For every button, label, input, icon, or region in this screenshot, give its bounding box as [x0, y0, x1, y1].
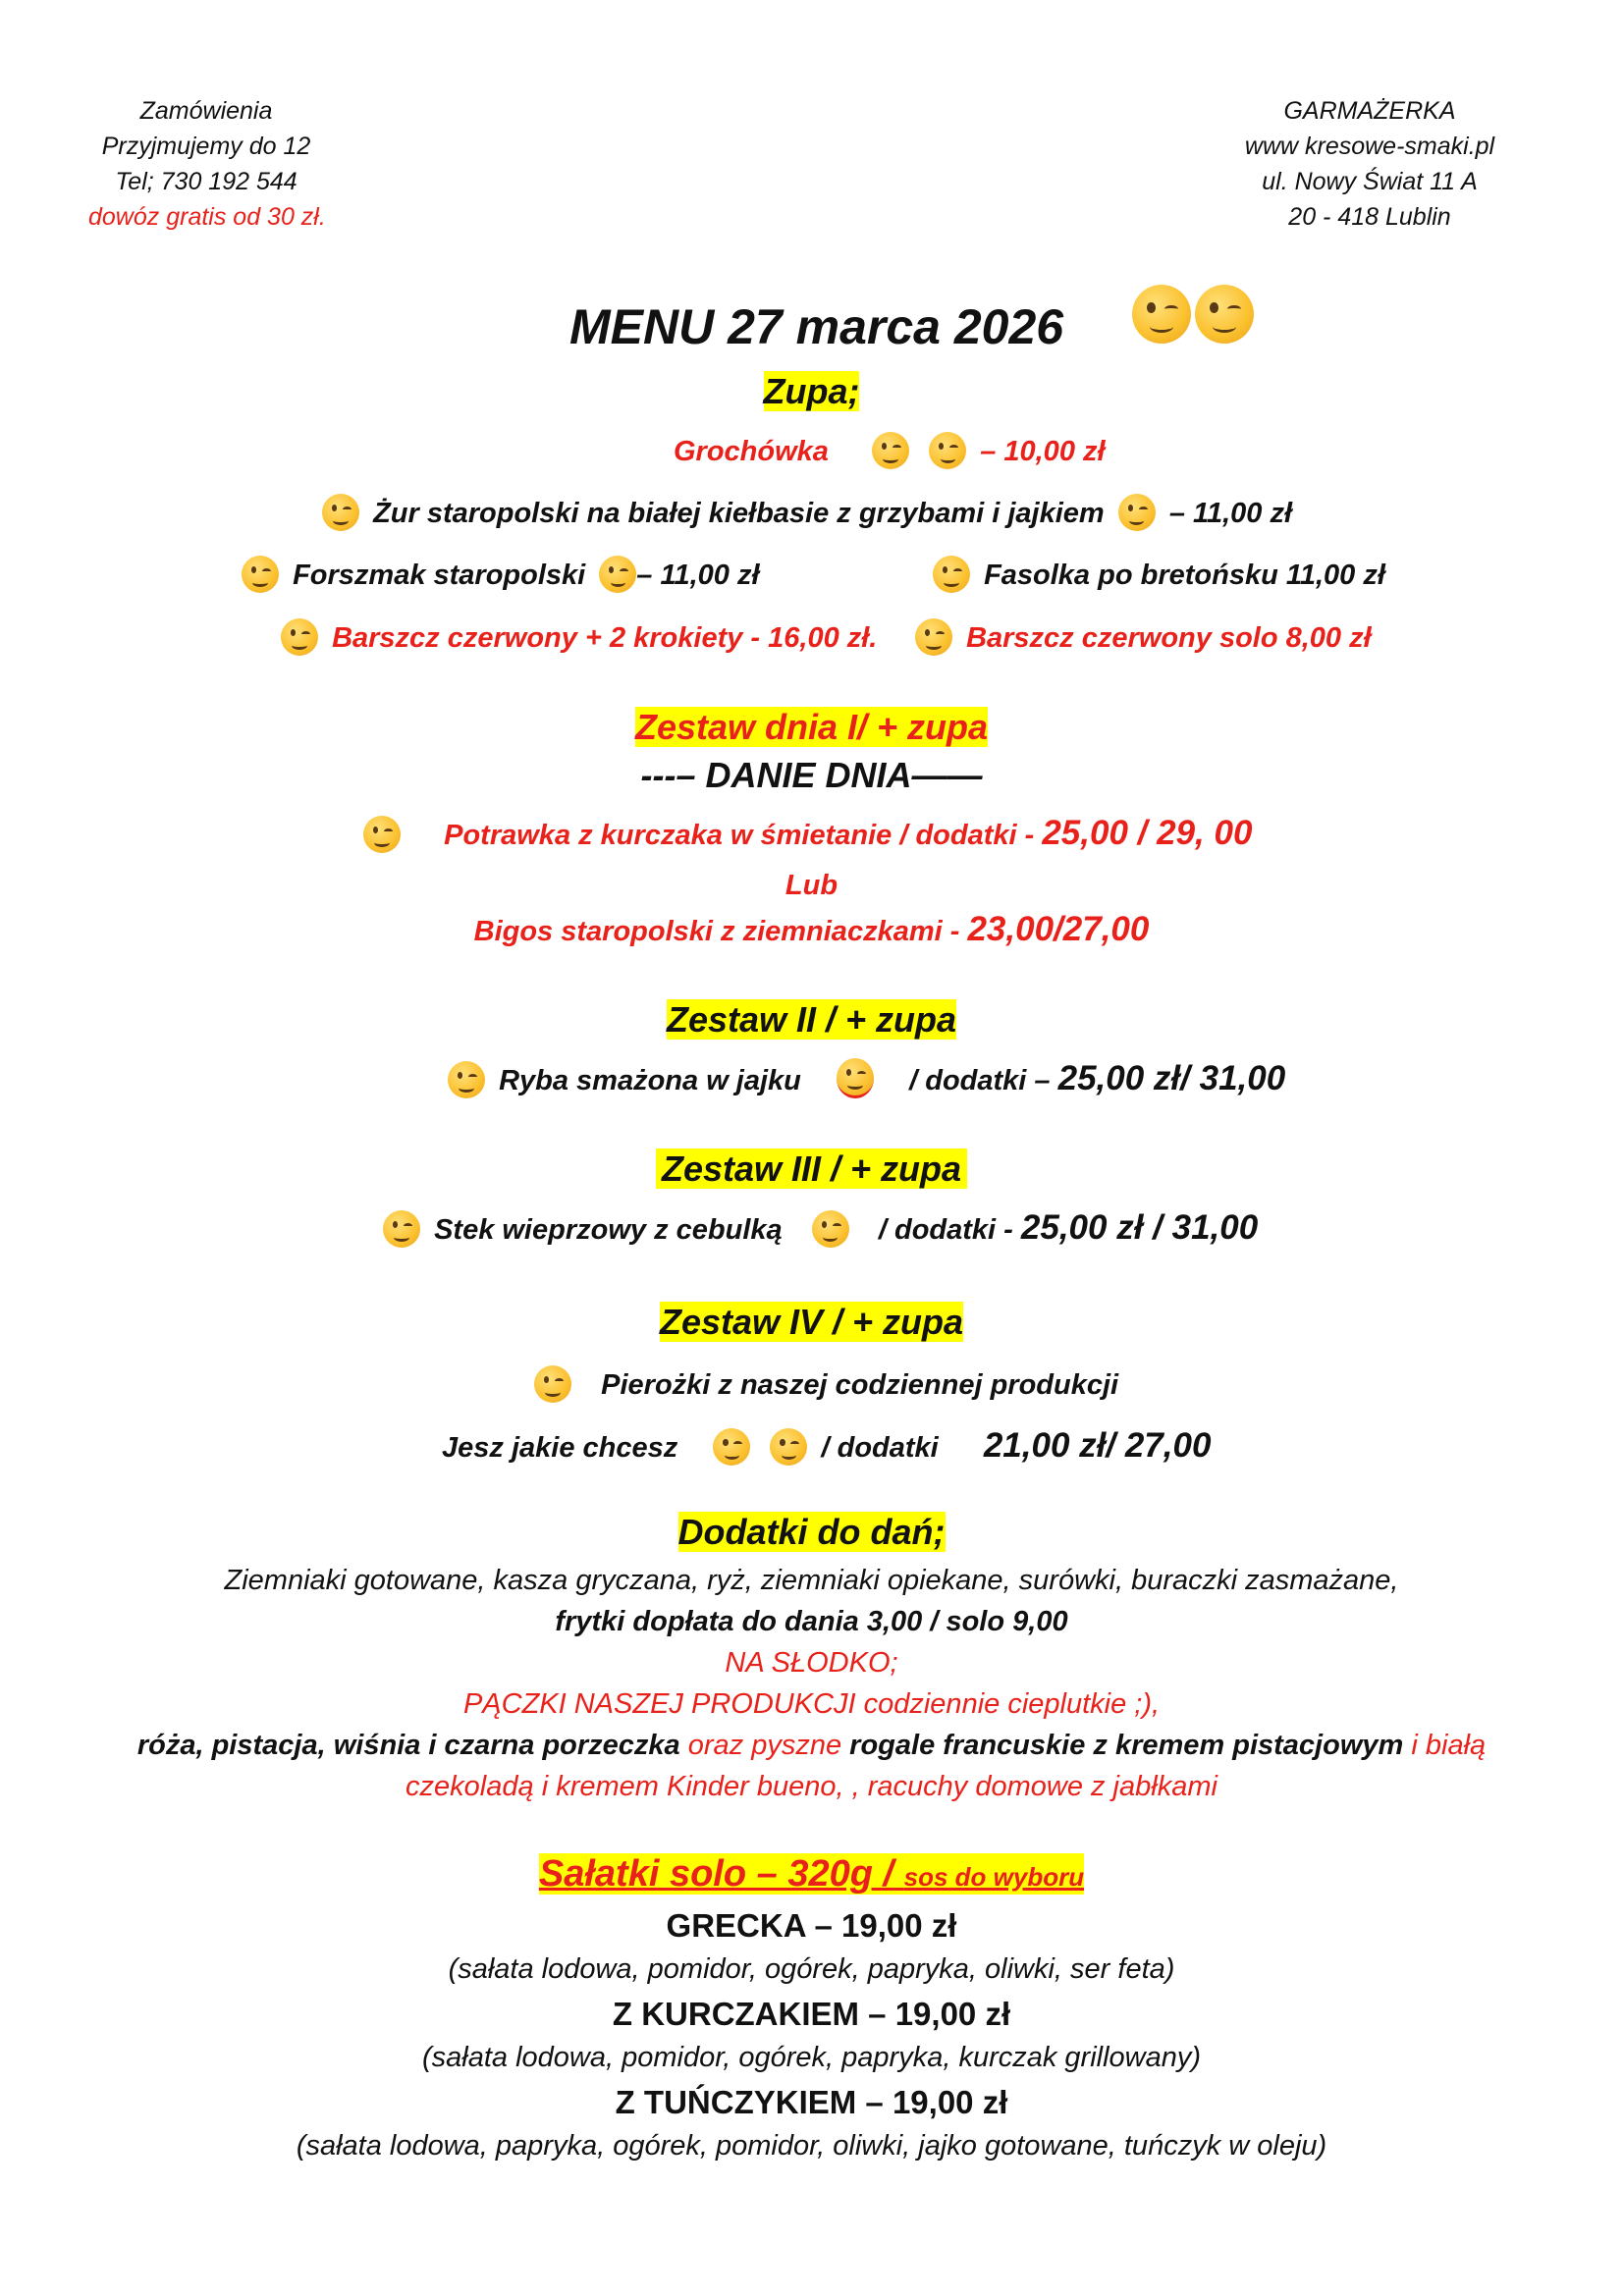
- dish-price: 23,00/27,00: [967, 910, 1150, 948]
- set1-heading: Zestaw dnia I/ + zupa: [634, 707, 989, 747]
- soup-zur: [316, 494, 1292, 533]
- dish-name: Stek wieprzowy z cebulką: [434, 1214, 783, 1246]
- set1-dish2: [0, 907, 1623, 954]
- soup-barszcz-solo: [909, 618, 1372, 658]
- soup-barszcz-krokiety: [275, 618, 877, 658]
- order-deadline: Przyjmujemy do 12: [101, 133, 311, 160]
- winking-face-icon: [929, 432, 966, 469]
- set1-dish1: [357, 811, 1252, 858]
- salad-chicken: Z KURCZAKIEM – 19,00 zł: [612, 1996, 1011, 2032]
- winking-face-icon: [812, 1210, 849, 1248]
- salad-tuna-desc: (sałata lodowa, papryka, ogórek, pomidor, oliwki, jajko gotowane, tuńczyk w oleju): [296, 2130, 1327, 2162]
- soup-name: Fasolka po bretońsku 11,00 zł: [984, 560, 1385, 591]
- set2-heading-row: [0, 997, 1623, 1042]
- sides-heading: Dodatki do dań;: [677, 1512, 946, 1552]
- winking-face-icon: [383, 1210, 420, 1248]
- set1-heading-row: [0, 705, 1623, 750]
- shop-website: www kresowe-smaki.pl: [1244, 133, 1495, 160]
- salads-heading-row: [0, 1851, 1623, 1899]
- fries-note: frytki dopłata do dania 3,00 / solo 9,00: [555, 1606, 1068, 1637]
- soup-name: Barszcz czerwony solo 8,00 zł: [966, 622, 1372, 654]
- sweets-connector-2: i białą: [1411, 1730, 1487, 1761]
- menu-title-row: [569, 285, 1256, 361]
- soup-grochowka: [674, 432, 1106, 471]
- set4-heading: Zestaw IV / + zupa: [659, 1302, 964, 1342]
- set2-dish: [442, 1056, 1285, 1103]
- dish-name: Potrawka z kurczaka w śmietanie / dodatki -: [444, 820, 1035, 851]
- set3-heading-row: [0, 1147, 1623, 1192]
- set2-heading: Zestaw II / + zupa: [666, 999, 957, 1040]
- winking-face-icon: [933, 556, 970, 593]
- winking-face-icon: [1118, 494, 1156, 531]
- soup-name: Barszcz czerwony + 2 krokiety - 16,00 zł.: [332, 622, 878, 654]
- winking-face-icon: [242, 556, 279, 593]
- dish-extras: / dodatki -: [878, 1214, 1013, 1246]
- shop-name: GARMAŻERKA: [1283, 97, 1456, 125]
- winking-face-icon: [599, 556, 636, 593]
- soup-forszmak: [236, 556, 760, 595]
- sides-list: Ziemniaki gotowane, kasza gryczana, ryż, ziemniaki opiekane, surówki, buraczki zasmażane,: [224, 1565, 1399, 1596]
- dish-price: 25,00 / 29, 00: [1042, 814, 1253, 852]
- winking-face-icon: [363, 816, 401, 853]
- shop-city: 20 - 418 Lublin: [1288, 203, 1451, 231]
- soup-name: Żur staropolski na białej kiełbasie z grzybami i jajkiem: [373, 498, 1105, 529]
- soup-price: – 11,00 zł: [636, 560, 760, 591]
- dish-price: 25,00 zł/ 31,00: [1057, 1059, 1286, 1097]
- soup-fasolka: [927, 556, 1385, 595]
- sweets-heading: NA SŁODKO;: [725, 1647, 898, 1679]
- order-label: Zamówienia: [139, 97, 273, 125]
- winking-face-icon: [837, 1058, 874, 1098]
- dish-extras: / dodatki: [821, 1432, 939, 1464]
- set3-dish: [377, 1205, 1258, 1253]
- winking-face-icon: [281, 618, 318, 656]
- donut-flavours: róża, pistacja, wiśnia i czarna porzeczka: [136, 1730, 680, 1761]
- set4-options: [442, 1423, 1211, 1470]
- winking-face-icon: [915, 618, 952, 656]
- winking-face-icon: [448, 1061, 485, 1098]
- order-phone: Tel; 730 192 544: [115, 168, 298, 195]
- winking-face-icon: [872, 432, 909, 469]
- soup-name: Forszmak staropolski: [293, 560, 586, 591]
- soup-price: – 10,00 zł: [980, 436, 1106, 467]
- croissant-text: rogale francuskie z kremem pistacjowym: [849, 1730, 1404, 1761]
- sweets-flavours: [0, 1726, 1623, 1765]
- or-label: Lub: [784, 870, 839, 901]
- salads-sauce-note: sos do wyboru: [903, 1862, 1085, 1892]
- salad-tuna: Z TUŃCZYKIEM – 19,00 zł: [615, 2084, 1008, 2120]
- salads-heading: [539, 1853, 1084, 1895]
- dish-of-day-label: ---– DANIE DNIA——: [640, 755, 983, 795]
- winking-face-icon: [1132, 285, 1191, 344]
- soup-section-heading: [0, 369, 1623, 414]
- delivery-note: dowóz gratis od 30 zł.: [88, 203, 326, 231]
- soup-heading: Zupa;: [763, 371, 860, 411]
- dish-extras: / dodatki –: [909, 1065, 1051, 1096]
- winking-face-icon: [713, 1428, 750, 1466]
- dish-name: Ryba smażona w jajku: [499, 1065, 801, 1096]
- winking-face-icon: [534, 1365, 571, 1403]
- salads-title: Sałatki solo – 320g /: [538, 1853, 894, 1895]
- shop-info: [1188, 93, 1551, 235]
- dish-name: Bigos staropolski z ziemniaczkami -: [473, 916, 960, 947]
- sides-heading-row: [0, 1510, 1623, 1555]
- menu-title: MENU 27 marca 2026: [569, 299, 1064, 354]
- sweets-connector: oraz pyszne: [687, 1730, 842, 1761]
- set4-dish: [528, 1364, 1118, 1406]
- soup-price: – 11,00 zł: [1168, 498, 1293, 529]
- dish-choice: Jesz jakie chcesz: [442, 1432, 678, 1464]
- winking-face-icon: [770, 1428, 807, 1466]
- salad-greek: GRECKA – 19,00 zł: [666, 1907, 957, 1944]
- salad-chicken-desc: (sałata lodowa, pomidor, ogórek, papryka, kurczak grillowany): [421, 2042, 1202, 2073]
- donuts-line: PĄCZKI NASZEJ PRODUKCJI codziennie cieplutkie ;),: [462, 1688, 1161, 1720]
- soup-name: Grochówka: [674, 436, 829, 467]
- sweets-more: czekoladą i kremem Kinder bueno, , racuchy domowe z jabłkami: [406, 1771, 1217, 1802]
- dish-name: Pierożki z naszej codziennej produkcji: [601, 1369, 1119, 1401]
- set4-heading-row: [0, 1300, 1623, 1345]
- winking-face-icon: [322, 494, 359, 531]
- dish-price: 25,00 zł / 31,00: [1020, 1208, 1259, 1247]
- shop-street: ul. Nowy Świat 11 A: [1262, 168, 1478, 195]
- set3-heading: Zestaw III / + zupa: [656, 1148, 967, 1189]
- dish-price: 21,00 zł/ 27,00: [983, 1426, 1212, 1465]
- order-info: [88, 93, 324, 235]
- winking-face-icon: [1195, 285, 1254, 344]
- salad-greek-desc: (sałata lodowa, pomidor, ogórek, papryka, oliwki, ser feta): [448, 1953, 1175, 1985]
